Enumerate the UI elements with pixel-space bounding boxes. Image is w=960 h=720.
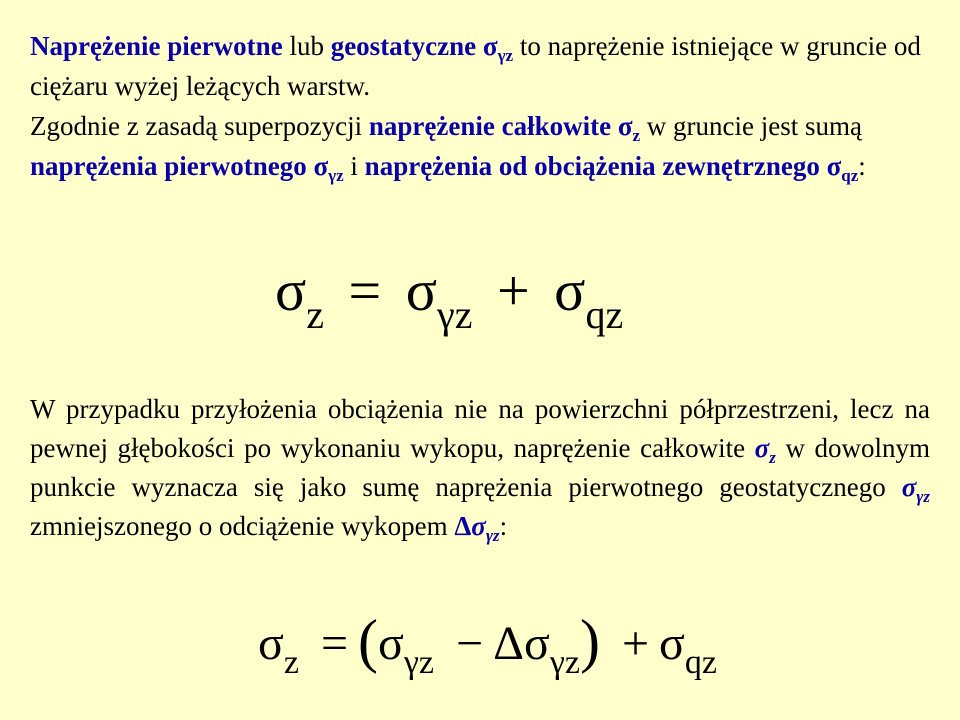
symbol-sigma: σ	[754, 433, 770, 463]
superposition-intro: Zgodnie z zasadą superpozycji	[30, 111, 363, 141]
word-and: i	[350, 151, 358, 181]
subscript-z: z	[632, 126, 641, 145]
symbol-sigma: σ	[471, 511, 486, 541]
symbol-sigma: σ	[901, 472, 917, 502]
excavation-text-2: w dowolnym punkcie wyznacza się jako sumę naprężenia pierwotnego geostatycznego	[30, 433, 931, 502]
subscript-gz: γz	[485, 526, 500, 545]
eq2-sub-z: z	[283, 644, 299, 681]
subscript-gz: γz	[916, 487, 930, 506]
symbol-sigma: σ	[313, 151, 329, 181]
eq1-sigma: σ	[554, 258, 586, 323]
eq2-sub-gz: γz	[403, 644, 435, 681]
eq2-minus: −	[456, 617, 484, 670]
term-total-stress: naprężenie całkowite	[368, 111, 612, 141]
symbol-sigma: σ	[617, 111, 633, 141]
paragraph-superposition	[30, 106, 930, 186]
term-primary-stress: Naprężenie pierwotne	[30, 31, 283, 61]
paragraph-primary-stress	[30, 26, 930, 106]
equation-superposition	[275, 256, 624, 337]
definition-tail: to naprężenie istniejące w gruncie od ciężaru wyżej leżących warstw.	[30, 31, 921, 101]
eq1-sub-qz: qz	[585, 292, 624, 337]
superposition-mid: w gruncie jest sumą	[646, 111, 862, 141]
paragraph-excavation	[30, 390, 930, 546]
equation-excavation	[258, 606, 717, 679]
term-primary-stress-gen: naprężenia pierwotnego	[30, 151, 307, 181]
eq1-sigma: σ	[275, 258, 307, 323]
eq2-right-paren: )	[579, 608, 600, 674]
eq2-sub-qz: qz	[684, 644, 718, 681]
eq2-sub-gz: γz	[549, 644, 580, 681]
eq1-sigma: σ	[405, 258, 438, 323]
eq1-plus: +	[496, 258, 530, 323]
colon: :	[858, 151, 866, 181]
symbol-delta: Δ	[454, 511, 472, 541]
term-external-load-stress: naprężenia od obciążenia zewnętrznego	[364, 151, 820, 181]
eq1-equals: =	[348, 258, 382, 323]
colon: :	[499, 511, 508, 541]
eq2-sigma: σ	[258, 617, 284, 670]
eq1-sub-gz: γz	[437, 292, 473, 337]
eq2-sigma: σ	[378, 617, 404, 670]
symbol-sigma: σ	[826, 151, 842, 181]
subscript-qz: qz	[841, 166, 859, 185]
intro-paragraphs	[30, 26, 930, 186]
eq2-plus: +	[621, 617, 650, 670]
eq1-sub-z: z	[306, 292, 325, 337]
subscript-gz: γz	[497, 46, 514, 65]
subscript-gz: γz	[328, 166, 344, 185]
excavation-text-3: zmniejszonego o odciążenie wykopem	[30, 511, 448, 541]
symbol-sigma: σ	[482, 31, 498, 61]
eq2-sigma: σ	[659, 617, 685, 670]
subscript-z: z	[769, 448, 776, 467]
eq2-equals: =	[320, 617, 349, 670]
excavation-text: W przypadku przyłożenia obciążenia nie na powierzchni półprzestrzeni, lecz na pewnej głębokości po wykonaniu wykopu, naprężenie całkowite	[30, 394, 930, 463]
eq2-sigma: σ	[523, 617, 550, 670]
eq2-left-paren: (	[358, 608, 379, 674]
word-or: lub	[289, 31, 324, 61]
term-geostatic: geostatyczne	[330, 31, 477, 61]
eq2-delta: Δ	[493, 617, 524, 670]
